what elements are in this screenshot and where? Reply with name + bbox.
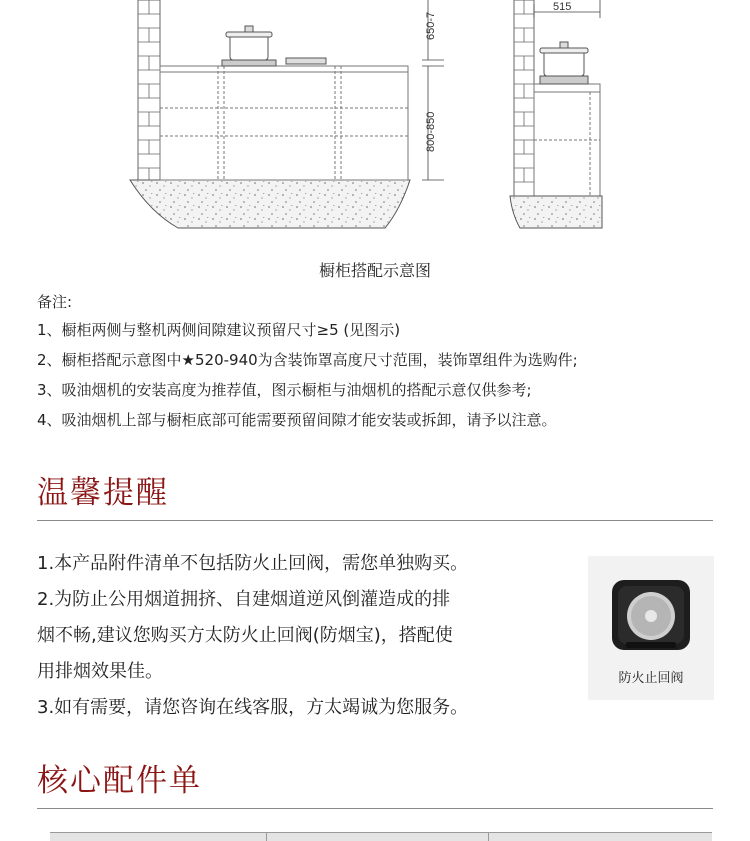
diagram-caption: 橱柜搭配示意图 <box>318 261 431 280</box>
left-brick-wall <box>138 0 160 182</box>
reminder-line: 烟不畅,建议您购买方太防火止回阀(防烟宝)，搭配使 <box>37 625 453 646</box>
dim-height-counter: 800-850 <box>425 111 437 152</box>
left-cabinet <box>160 66 408 180</box>
reminder-line: 2.为防止公用烟道拥挤、自建烟道逆风倒灌造成的排 <box>37 589 451 610</box>
reminder-divider <box>37 520 713 521</box>
right-pot <box>540 42 588 84</box>
fire-check-valve-label: 防火止回阀 <box>618 671 684 686</box>
right-cabinet <box>534 84 600 196</box>
reminder-line: 3.如有需要，请您咨询在线客服，方太竭诚为您服务。 <box>37 697 469 718</box>
left-floor <box>130 180 410 228</box>
note-item: 2、橱柜搭配示意图中★520-940为含装饰罩高度尺寸范围，装饰罩组件为选购件; <box>37 351 578 369</box>
dim-height-top: 650-7 <box>425 11 437 40</box>
fire-check-valve-card <box>588 556 714 700</box>
note-item: 1、橱柜两侧与整机两侧间隙建议预留尺寸≥5 (见图示) <box>37 321 401 339</box>
left-pot <box>222 26 326 66</box>
reminder-title: 温馨提醒 <box>37 475 169 511</box>
notes-title: 备注: <box>37 293 73 311</box>
fire-check-valve-image <box>608 576 694 660</box>
reminder-line: 用排烟效果佳。 <box>37 661 163 682</box>
note-item: 4、吸油烟机上部与橱柜底部可能需要预留间隙才能安装或拆卸，请予以注意。 <box>37 411 557 429</box>
reminder-lines <box>37 546 577 726</box>
dim-width: 515 <box>553 1 572 13</box>
reminder-line: 1.本产品附件清单不包括防火止回阀，需您单独购买。 <box>37 553 469 574</box>
cabinet-diagram <box>0 0 750 240</box>
note-item: 3、吸油烟机的安装高度为推荐值，图示橱柜与油烟机的搭配示意仅供参考; <box>37 381 532 399</box>
right-brick-wall <box>514 0 534 196</box>
right-floor <box>510 196 602 228</box>
notes-block <box>37 289 750 435</box>
accessories-title: 核心配件单 <box>37 763 202 799</box>
accessories-divider <box>37 808 713 809</box>
